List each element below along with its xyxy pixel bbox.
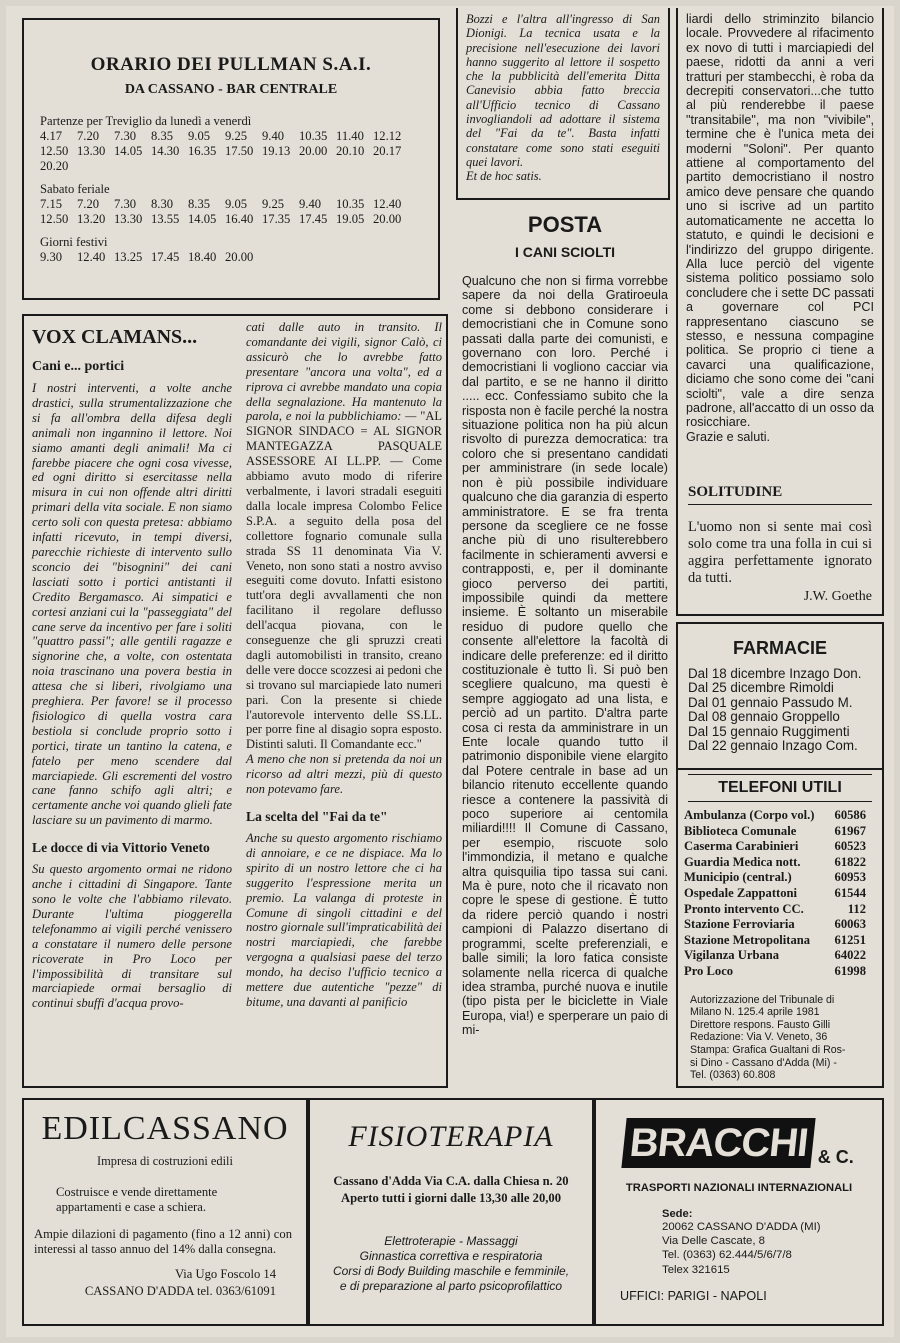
vox-col2-italic: cati dalle auto in transito. Il comandante dei vigili, signor Calò, ci assicurò che lo avrebbe fatto presentare "ancora una volta", ed a riprova ci avrebbe mandato una copia della segnalazione. Ha mantenuto la parola, e noi la pubblichiamo: — — [246, 320, 442, 424]
solitudine-author: J.W. Goethe — [803, 589, 872, 604]
posta-title: POSTA — [527, 212, 603, 237]
telefono-name: Stazione Ferroviaria — [684, 917, 795, 932]
col4-top-text: liardi dello striminzito bilancio locale. Provvedere al rifacimento ex novo di tutti i marciapiedi del paese, ridotti da anni a veri tratturi per stambecchi, è roba da decrepiti conservatori...che tutto al più renderebbe il paese "transitabile", ma non "vivibile", termine che è l'unica meta dei moderni "Soloni". Per quanto attiene al comportamento del partito democristiano il nostro amico deve pensare che quando uno si iscrive ad un partito automaticamente ne accetta lo statuto, e quindi le decisioni e l'indirizzo del gruppo dirigente. Alla luce perciò del vigente sistema politico possiamo solo concludere che i sette DC passati a governare col PCI rappresentano ciascuno se stesso, e nessuna compagine politica. Se proprio ci tiene a cavarci una qualificazione, diciamo che sono come dei "cani sciolti", vale a dire senza padrone, all'accatto di un osso da rosicchiare. — [686, 12, 874, 430]
departure-time: 13.25 — [114, 250, 143, 264]
pullman-box — [22, 18, 440, 300]
departure-time: 13.30 — [77, 144, 106, 158]
farmacie-list — [678, 659, 882, 753]
fisio-service: e di preparazione al parto psicoprofilattico — [339, 1279, 563, 1293]
telefono-number: 61251 — [834, 932, 866, 947]
timetable — [40, 114, 440, 265]
telefono-number: 61967 — [834, 823, 866, 838]
edil-p1: Costruisce e vende direttamente appartamenti e case a schiera. — [56, 1185, 218, 1214]
departure-time: 16.40 — [225, 212, 254, 226]
vox-col2-roman: "AL SIGNOR SINDACO = AL SIGNOR MANTEGAZZA PASQUALE ASSESSORE AI LL.PP. — Come abbiamo avuto modo di riferire verbalmente, i lavori stradali eseguiti dalla locale impresa Colombo Felice S.P.A. a seguito della posa del collettore fognario comunale sulla strada SS 11 denominata Via V. Veneto, non sono stati a nostro avviso eseguiti come dovuto. Infatti esistono tutt'ora degli avvallamenti che non facilitano il regolare deflusso dell'acqua piovana, con le conseguenze che gli spruzzi creati dagli automobilisti in transito, creano delle vere docce scozzesi ai pedoni che si trovano sul marciapiede lato numeri pari. Con la presente si chiede l'autorevole intervento delle SS.LL. per porre fine al disagio sopra esposto. Distinti saluti. Il Comandante ecc." — [246, 409, 442, 752]
vox-col1-text: I nostri interventi, a volte anche drastici, sulla strumentalizzazione che si fa all'ombra della difesa degli animali non ingannino il lettore. Noi siamo amanti degli animali! Ma ci farebbe piacere che ogni cosa vivesse, ed ogni diritto si esercitasse nella misura in cui non offende altri diritti primari della vita sociale. E non siamo certo soli con questa pretesa: abbiamo infatti ricevuto, in tempi diversi, parecchie richieste di intervento sullo sconcio dei "bisognini" dei cani lasciati sotto i portici antistanti il Credito Bergamasco. Ai simpatici e cortesi anziani cui la "passeggiata" del cane serve da incentivo per fare i soliti "quattro passi"; alle gentili ragazze e signorine che, a volte, con ostentata noia trascinano una povera bestia in attesa che si liberi, rivolgiamo una preghiera. Per favore! se il processo fisiologico di quella vostra cara bestiola si conclude proprio sotto i portici, tirate un tantino la catena, e fatelo per meno scendere dal marciapiede. Gli escrementi del vostro cane fanno schifo agli altri; e certamente anche voi quando glieli fate lasciare su un pavimento di marmo. — [32, 381, 232, 828]
telefono-name: Pro Loco — [684, 963, 734, 978]
telefono-row — [684, 886, 866, 902]
telefono-number: 60523 — [834, 839, 866, 854]
telefono-row — [684, 824, 866, 840]
telefono-name: Ospedale Zappattoni — [684, 885, 798, 900]
colophon-line: Autorizzazione del Tribunale di — [690, 993, 835, 1006]
farmacie-title: FARMACIE — [733, 638, 827, 658]
telefono-number: 60063 — [834, 917, 866, 932]
timetable-section-label: Partenze per Treviglio da lunedì a venerdì — [40, 114, 252, 128]
departure-time: 8.35 — [188, 197, 211, 211]
edil-addr1: Via Ugo Foscolo 14 — [174, 1267, 276, 1281]
col3-top-text: Bozzi e l'altra all'ingresso di San Dionigi. La tecnica usata e la precisione nell'esecuzione dei lavori hanno suggerito al lettore il sospetto che la pubblicità dell'emerita Ditta Canevisio abbia fatto breccia all'Ufficio tecnico di Cassano invogliandoli ad adottare il sistema del "Fai da te". Basta infatti constatare come sono stati eseguiti quei lavori. — [466, 12, 660, 169]
edil-name: EDILCASSANO — [41, 1110, 289, 1147]
farmacia-item: Dal 15 gennaio Ruggimenti — [688, 723, 850, 739]
departure-time: 20.00 — [373, 212, 402, 226]
farmacia-item: Dal 25 dicembre Rimoldi — [688, 680, 834, 696]
telefono-name: Guardia Medica nott. — [684, 854, 801, 869]
telefono-row — [684, 870, 866, 886]
bracchi-tagline: TRASPORTI NAZIONALI INTERNAZIONALI — [625, 1182, 853, 1194]
vox-box — [22, 314, 448, 1088]
ad-bracchi — [594, 1098, 884, 1326]
fisio-service: Corsi di Body Building maschile e femminile, — [332, 1264, 570, 1278]
colophon-line: Redazione: Via V. Veneto, 36 — [690, 1031, 828, 1044]
departure-time: 16.35 — [188, 144, 217, 158]
timetable-row — [40, 197, 440, 212]
bracchi-suffix: & C. — [817, 1147, 854, 1167]
telefono-row — [684, 917, 866, 933]
fisio-service: Ginnastica correttiva e respiratoria — [359, 1249, 543, 1263]
solitudine-text: L'uomo non si sente mai così solo come tra una folla in cui si aggira perfettamente ignorato da tutti. — [688, 519, 872, 586]
departure-time: 12.50 — [40, 212, 69, 226]
colophon-line: si Dino - Cassano d'Adda (Mi) - — [690, 1056, 837, 1069]
vox-sub2: Le docce di via Vittorio Veneto — [32, 840, 210, 856]
departure-time: 8.35 — [151, 129, 174, 143]
departure-time: 9.25 — [262, 197, 285, 211]
posta-section — [462, 206, 668, 1090]
col3-top-box — [456, 8, 670, 200]
telefono-name: Vigilanza Urbana — [684, 948, 780, 963]
departure-time: 7.15 — [40, 197, 63, 211]
fisio-l1: Cassano d'Adda Via C.A. dalla Chiesa n. 20 — [333, 1174, 569, 1188]
departure-time: 13.30 — [114, 212, 143, 226]
timetable-row — [40, 159, 440, 174]
timetable-row — [40, 250, 440, 265]
vox-col2b-text: Anche su questo argomento rischiamo di annoiare, e ce ne dispiace. Ma lo spirito di un nostro lettore che ci ha suggerito l'espressione merita un premio. La valanga di proteste in Comune di singoli cittadini e del nostro giornale sull'impraticabilità dei nostri marciapiedi, che farebbe vergogna a qualsiasi paese del terzo mondo, ha deciso l'ufficio tecnico a mettere due autentiche "pezze" di bitume, una davanti al panificio — [246, 831, 442, 1009]
departure-time: 9.40 — [262, 129, 285, 143]
departure-time: 4.17 — [40, 129, 63, 143]
col4-top-end: Grazie e saluti. — [686, 429, 770, 444]
departure-time: 14.05 — [188, 212, 217, 226]
timetable-section-label: Sabato feriale — [40, 182, 110, 196]
departure-time: 10.35 — [299, 129, 328, 143]
telefono-name: Stazione Metropolitana — [684, 932, 811, 947]
departure-time: 7.20 — [77, 197, 100, 211]
telefoni-title: TELEFONI UTILI — [718, 779, 842, 796]
telefoni-list — [678, 802, 882, 980]
fisio-l2: Aperto tutti i giorni dalle 13,30 alle 20,00 — [340, 1191, 562, 1205]
fisio-name: FISIOTERAPIA — [348, 1120, 554, 1153]
telefono-name: Caserma Carabinieri — [684, 839, 799, 854]
colophon-line: Milano N. 125.4 aprile 1981 — [690, 1006, 820, 1019]
departure-time: 20.00 — [299, 144, 328, 158]
colophon — [678, 980, 882, 1082]
timetable-row — [40, 212, 440, 227]
ad-fisioterapia — [308, 1098, 594, 1326]
timetable-row — [40, 129, 440, 144]
departure-time: 9.05 — [188, 129, 211, 143]
departure-time: 17.45 — [151, 250, 180, 264]
vox-sub1: Cani e... portici — [32, 359, 125, 374]
farmacie-box — [676, 622, 884, 770]
telefono-row — [684, 902, 866, 918]
departure-time: 20.10 — [336, 144, 365, 158]
farmacia-item: Dal 08 gennaio Groppello — [688, 709, 840, 725]
vox-sub3: La scelta del "Fai da te" — [246, 809, 388, 824]
departure-time: 17.45 — [299, 212, 328, 226]
posta-text: Qualcuno che non si firma vorrebbe sapere da noi della Gratiroeula come si debbono considerare i democristiani che in Comune sono passati dalla parte dei comunisti, e governano con loro. Perché i democristiani li vogliono cacciar via dal partito, e se ne hanno il diritto ..... ecc. Confessiamo subito che la risposta non è facile perché la nostra situazione politica non ha più alcun risvolto di purezza democratica: tra coloro che si presentano candidati per amministrare (in sede locale) non è più possibile individuare qualcuno che dia garanzia di esperto amministratore. E se fra trenta persone da scegliere ce ne fosse anche più di uno risulterebbero facilmente in schieramenti avversi e contrapposti, e, per il dominante gioco perverso dei partiti, impossibile quindi da mettere insieme. È soltanto un miserabile residuo di pudore quello che consente all'elettore la facoltà di indicare delle preferenze: ed il diritto costituzionale è tutto lì. Si può ben scegliere qualcuno, ma questi è sempre aggiogato ad una lista, e perciò ad un partito. D'altra parte cosa ci resta da amministrare in un Ente locale quando tutto il patrimonio disponibile viene elargito dal Potere centrale in base ad un bilancio ritenuto eccellente quando riesce a contenere la passività di poco superiore ai centomila miliardi!!!! Il Comune di Cassano, per esempio, riscuote solo l'immondizia, il metano e qualche altra quisquilia tipo tassa sui cani. Ma è pure, noto che il ricavato non copre le spese di gestione. È tutto da ridere perciò quando i nostri campioni di Palazzo disertano di programmi, scelte preferenziali, e balle simili; la loro fatica consiste solamente nella ricerca di qualche idea stramba, purché nuova e inutile (tipo pista per le biciclette in Viale Europa, via!) e sperperare un paio di mi- — [462, 274, 668, 1038]
departure-time: 17.35 — [262, 212, 291, 226]
telefono-name: Pronto intervento CC. — [684, 901, 804, 916]
telefono-name: Biblioteca Comunale — [684, 823, 797, 838]
edil-addr2: CASSANO D'ADDA tel. 0363/61091 — [84, 1284, 276, 1298]
vox-title: VOX CLAMANS... — [32, 326, 198, 348]
departure-time: 9.40 — [299, 197, 322, 211]
telefono-number: 60586 — [834, 808, 866, 822]
departure-time: 20.00 — [225, 250, 254, 264]
departure-time: 19.05 — [336, 212, 365, 226]
edil-p2: Ampie dilazioni di pagamento (fino a 12 anni) con interessi al tasso annuo del 14% dalla consegna. — [34, 1227, 292, 1256]
vox-col2-end: A meno che non si pretenda da noi un ricorso ad altri mezzi, più di questo non potevamo fare. — [246, 752, 442, 797]
departure-time: 11.40 — [336, 129, 364, 143]
bracchi-logo: BRACCHI — [622, 1118, 817, 1168]
departure-time: 12.40 — [77, 250, 106, 264]
bracchi-sede-label: Sede: — [662, 1208, 693, 1220]
telefono-number: 64022 — [834, 948, 866, 963]
departure-time: 14.05 — [114, 144, 143, 158]
ad-edilcassano — [22, 1098, 308, 1326]
posta-subtitle: I CANI SCIOLTI — [514, 244, 616, 260]
departure-time: 19.13 — [262, 144, 291, 158]
telefono-row — [684, 839, 866, 855]
telefono-number: 61822 — [834, 854, 866, 869]
telefono-row — [684, 948, 866, 964]
bracchi-address-line: 20062 CASSANO D'ADDA (MI) — [662, 1221, 821, 1233]
bracchi-address-line: Via Delle Cascate, 8 — [662, 1235, 765, 1248]
telefono-row — [684, 933, 866, 949]
departure-time: 9.30 — [40, 250, 63, 264]
pullman-title: ORARIO DEI PULLMAN S.A.I. — [90, 54, 372, 75]
departure-time: 13.20 — [77, 212, 106, 226]
departure-time: 12.40 — [373, 197, 402, 211]
fisio-service: Elettroterapie - Massaggi — [384, 1234, 518, 1248]
departure-time: 7.30 — [114, 197, 137, 211]
departure-time: 13.55 — [151, 212, 180, 226]
telefono-number: 60953 — [834, 870, 866, 885]
departure-time: 7.20 — [77, 129, 100, 143]
farmacia-item: Dal 18 dicembre Inzago Don. — [688, 666, 862, 681]
telefono-number: 61998 — [834, 963, 866, 978]
departure-time: 9.25 — [225, 129, 248, 143]
solitudine-title: SOLITUDINE — [688, 484, 872, 505]
telefono-name: Ambulanza (Corpo vol.) — [684, 808, 815, 822]
pullman-subtitle: DA CASSANO - BAR CENTRALE — [124, 82, 338, 97]
vox-col1b-text: Su questo argomento ormai ne ridono anche i cittadini di Singapore. Tante sono le volte che l'abbiamo rilevato. Durante l'ultima pioggerella telefonammo ai vigili perché venissero a constatare il numero delle persone ricoverate in Pro Loco per l'impossibilità di transitare sul marciapiede ormai bersaglio di continui sbuffi d'acqua provo- — [32, 862, 232, 1011]
departure-time: 8.30 — [151, 197, 174, 211]
colophon-line: Stampa: Grafica Gualtani di Ros- — [690, 1043, 846, 1056]
bracchi-address-line: Tel. (0363) 62.444/5/6/7/8 — [662, 1249, 792, 1262]
telefono-number: 61544 — [834, 885, 866, 900]
departure-time: 7.30 — [114, 129, 137, 143]
bracchi-address — [662, 1220, 882, 1277]
telefono-number: 112 — [847, 901, 866, 916]
bracchi-address-line: Telex 321615 — [662, 1263, 730, 1276]
farmacia-item: Dal 22 gennaio Inzago Com. — [688, 738, 858, 754]
telefoni-box — [676, 770, 884, 1088]
departure-time: 20.17 — [373, 144, 402, 158]
departure-time: 17.50 — [225, 144, 254, 158]
telefono-row — [684, 808, 866, 824]
solitudine-box — [676, 478, 884, 616]
departure-time: 12.50 — [40, 144, 69, 158]
edil-tagline: Impresa di costruzioni edili — [97, 1154, 233, 1168]
fisio-services — [310, 1234, 592, 1294]
departure-time: 10.35 — [336, 197, 365, 211]
departure-time: 18.40 — [188, 250, 217, 264]
timetable-row — [40, 144, 440, 159]
colophon-line: Tel. (0363) 60.808 — [690, 1069, 776, 1082]
farmacia-item: Dal 01 gennaio Passudo M. — [688, 694, 853, 710]
telefono-row — [684, 855, 866, 871]
bracchi-offices: UFFICI: PARIGI - NAPOLI — [620, 1288, 767, 1303]
departure-time: 20.20 — [40, 159, 69, 173]
colophon-line: Direttore respons. Fausto Gilli — [690, 1018, 831, 1031]
departure-time: 14.30 — [151, 144, 180, 158]
departure-time: 12.12 — [373, 129, 402, 143]
telefono-name: Municipio (central.) — [684, 870, 792, 885]
col3-top-end: Et de hoc satis. — [466, 169, 542, 184]
departure-time: 9.05 — [225, 197, 248, 211]
timetable-section-label: Giorni festivi — [40, 235, 108, 249]
col4-top-box — [676, 8, 884, 478]
telefono-row — [684, 964, 866, 980]
